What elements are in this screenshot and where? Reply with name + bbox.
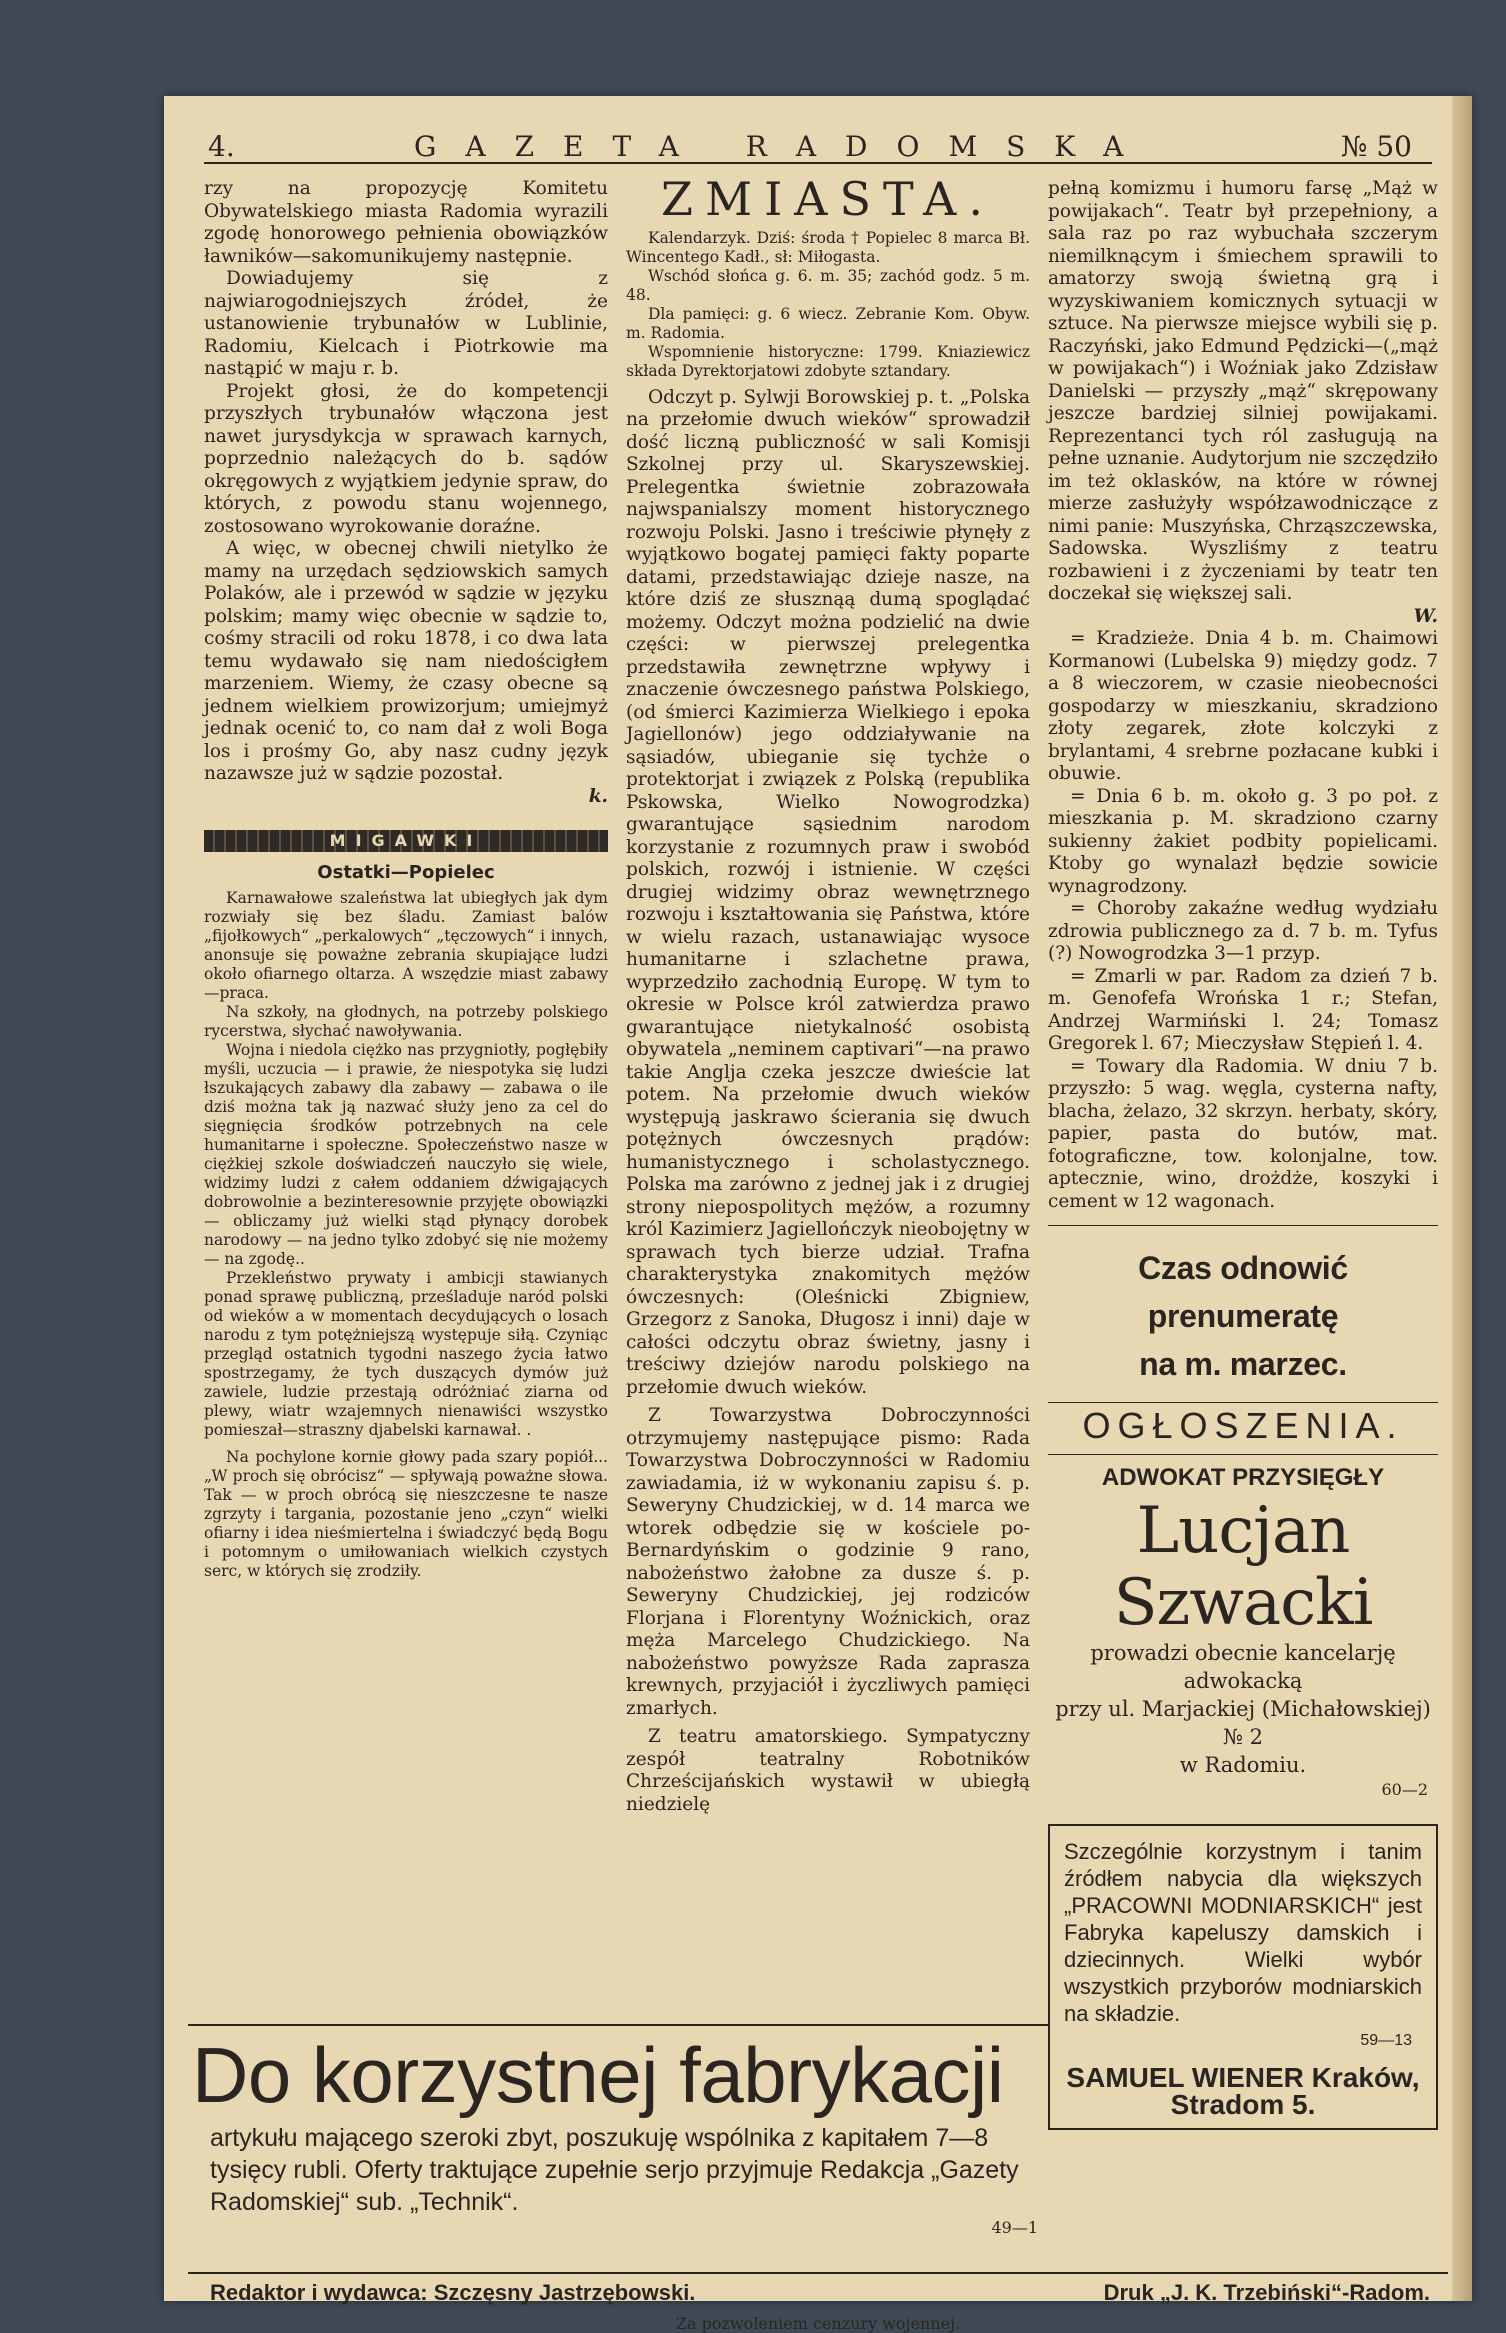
paragraph: A więc, w obecnej chwili nietylko że mamy na urzędach sędziowskich samych Polaków, ale i przewód w sądzie w języku polskim; mamy więc obecnie w sądzie to, cośmy stracili od roku 1878, i co dwa lata temu wydawało się nam niedościgłem marzeniem. Wiemy, że czasy obecne są jednem wielkiem prowizorjum; umiejmyż jednak ocenić to, co nam dał z woli Boga los i prośmy Go, aby nasz cudny język nazawsze już w sądzie pozostał. [204, 538, 608, 784]
paragraph: Przekleństwo prywaty i ambicji stawianych ponad sprawę publiczną, prześladuje naród polski od wieków a w momentach decydujących o losach narodu z tym potężniejszą występuje siłą. Czyniąc przegląd ostatnich tygodni naszego życia łatwo spostrzegamy, że tych duszących dymów już zawiele, ludzie przestają odróżniać ziarna od plewy, wiatr wzajemnych nienawiści wszystko pomieszał—straszny djabelski karnawał. . [204, 1268, 608, 1439]
issue-number: № 50 [1340, 130, 1412, 163]
milliner-ad-text: Szczególnie korzystnym i tanim źródłem nabycia dla większych „PRACOWNI MODNIARSKICH“ jest Fabryka kapeluszy damskich i dziecinnych. Wielki wybór wszystkich przyborów modniarskich na składzie. [1064, 1838, 1422, 2026]
news-item: = Dnia 6 b. m. około g. 3 po poł. z mieszkania p. M. skradziono czarny sukienny żakiet podbity popielicami. Ktoby go wynalazł będzie sowicie wynagrodzony. [1048, 785, 1438, 897]
paragraph: Odczyt p. Sylwji Borowskiej p. t. „Polska na przełomie dwuch wieków“ sprowadził dość liczną publiczność w sali Komisji Szkolnej przy ul. Skaryszewskiej. Prelegentka świetnie zobrazowała najwspanialszy moment historycznego rozwoju Polski. Jasno i treściwie płynęły z wyjątkowo bogatej pamięci fakty poparte datami, przedstawiając dzieje nasze, na które dziś ze słusznąą dumą spoglądać możemy. Odczyt można podzielić na dwie części: w pierwszej prelegentka przedstawiła zewnętrzne wpływy i znaczenie ówczesnego państwa Polskiego, (od śmierci Kazimierza Wielkiego i epoka Jagiellonów) jego oddziaływanie na sąsiadów, ubieganie się tychże o protektorjat i związek z Polską (republika Pskowska, Wielko Nowogrodzka) gwarantujące sąsiednim narodom korzystanie z rozumnych praw i swobód polskich, rozwój i istnienie. W części drugiej widzimy obraz wewnętrznego rozwoju i kształtowania się Państwa, które w wielu razach, ustanawiając wysoce humanitarne i szlachetne prawa, wyprzedziło zachodnią Europę. W tym to okresie w Polsce król zatwierdza prawo gwarantujące nietykalność osobistą obywatela „neminem captivari“—na prawo takie Anglja czeka jeszcze dwieście lat potem. Na przełomie dwuch wieków występują jaskrawo ścierania się dwuch potężnych ówczesnych prądów: humanistycznego i scholastycznego. Polska ma zarówno z jednej jak i z drugiej strony niepospolitych mężów, a rozumny król Kazimierz Jagiellończyk nieobojętny w sprawach tych bierze udział. Trafna charakterystyka znakomitych mężów ówczesnych: (Oleśnicki Zbigniew, Grzegorz z Sanoka, Długosz i inni) daje w całości odczytu obraz świetny, jasny i treściwy dziejów narodu polskiego na przełomie dwuch wieków. [626, 386, 1030, 1398]
calendar-line: Wschód słońca g. 6. m. 35; zachód godz. 5 m. 48. [626, 266, 1030, 304]
section-band-label: MIGAWKI [329, 830, 483, 850]
lawyer-ad-line: w Radomiu. [1179, 1753, 1307, 1777]
lawyer-ad-line: prowadzi obecnie kancelarję adwokacką [1090, 1641, 1396, 1693]
ad-code: 49—1 [991, 2218, 1038, 2237]
section-heading: ZMIASTA. [661, 172, 995, 226]
milliner-ad [1048, 1824, 1438, 2130]
calendar-line: Kalendarzyk. Dziś: środa † Popielec 8 marca Bł. Wincentego Kadł., sł: Miłogasta. [626, 228, 1030, 266]
sub-heading: Ostatki—Popielec [317, 862, 495, 883]
paragraph: Z teatru amatorskiego. Sympatyczny zespół teatralny Robotników Chrześcijańskich wystawił w ubiegłą niedzielę [626, 1726, 1030, 1815]
censorship-note: Za pozwoleniem cenzury wojennej. [675, 2314, 961, 2333]
news-item: = Zmarli w par. Radom za dzień 7 b. m. Genofefa Wrońska 1 r.; Stefan, Andrzej Warmiński l. 24; Tomasz Gregorek l. 67; Mieczysław Stępień l. 4. [1048, 965, 1438, 1054]
signature: W. [1413, 605, 1438, 627]
column-3 [1048, 178, 1438, 2130]
lawyer-ad-line: przy ul. Marjackiej (Michałowskiej) № 2 [1055, 1697, 1431, 1749]
section-band [204, 830, 608, 852]
page-number: 4. [208, 130, 235, 163]
subscription-notice [1048, 1244, 1438, 1388]
ad-code: 60—2 [1381, 1780, 1428, 1799]
ad-text: artykułu mającego szeroki zbyt, poszukuję wspólnika z kapitałem 7—8 tysięcy rubli. Oferty traktujące zupełnie serjo przyjmuje Redakcja „Gazety Radomskiej“ sub. „Technik“. [210, 2124, 1019, 2216]
paragraph: Karnawałowe szaleństwa lat ubiegłych jak dym rozwiały się bez śladu. Zamiast balów „fijołkowych“ „perkalowych“ „tęczowych“ i innych, anonsuje się poważne zebrania skupiające ludzi około ofiarnego oltarza. A wszędzie miast zabawy—praca. [204, 888, 608, 1002]
paragraph: Wojna i niedola ciężko nas przygniotły, pogłębiły myśli, uczucia — i prawie, że niespotyka się ludzi łszukających zabawy dla zabawy — zabawa o ile dziś można tak ją nazwać służy jeno za cel do sięgnięcia środków potrzebnych na cele humanitarne i społeczne. Społeczeństwo nasze w ciężkiej szkole doświadczeń nauczyło się wiele, widzimy ludzi z całem oddaniem dźwigających dobrowolnie a bezinteresownie przyjęte obowiązki — obliczamy już wielki stąd płynący dorobek narodowy — na jedno tylko zdobyć się nie możemy — na zgodę.. [204, 1040, 608, 1268]
lawyer-ad-title: ADWOKAT PRZYSIĘGŁY [1101, 1463, 1385, 1491]
calendar-line: Wspomnienie historyczne: 1799. Kniaziewicz składa Dyrektorjatowi zdobyte sztandary. [626, 342, 1030, 380]
paragraph: Dowiadujemy się z najwiarogodniejszych źródeł, że ustanowienie trybunałów w Lublinie, Radomiu, Kielcach i Piotrkowie ma nastąpić w maju r. b. [204, 268, 608, 379]
paragraph: rzy na propozycję Komitetu Obywatelskiego miasta Radomia wyrazili zgodę honorowego pełnienia obowiązków ławników—sakomunikujemy następnie. [204, 178, 608, 267]
partner-wanted-ad [188, 2024, 1048, 2276]
ads-heading: OGŁOSZENIA. [1082, 1405, 1404, 1446]
news-item: = Towary dla Radomia. W dniu 7 b. przyszło: 5 wag. węgla, cysterna nafty, blacha, żelazo, 32 skrzyn. herbaty, skóry, papier, pasta do butów, mat. fotograficzne, tow. kolonjalne, tow. aptecznie, wino, drożdże, koszyki i cement w 12 wagonach. [1048, 1055, 1438, 1212]
news-item: = Choroby zakaźne według wydziału zdrowia publicznego za d. 7 b. m. Tyfus (?) Nowogrodzka 3—1 przyp. [1048, 898, 1438, 964]
column-2 [626, 172, 1030, 1816]
calendar-line: Dla pamięci: g. 6 wiecz. Zebranie Kom. Obyw. m. Radomia. [626, 304, 1030, 342]
newspaper-page [164, 96, 1472, 2333]
divider [1048, 1454, 1438, 1455]
signature: k. [588, 785, 608, 807]
page-header [164, 118, 1472, 168]
printer-credit: Druk „J. K. Trzebiński“-Radom. [1103, 2280, 1430, 2305]
news-item: = Kradzieże. Dnia 4 b. m. Chaimowi Kormanowi (Lubelska 9) między godz. 7 a 8 wieczorem, w czasie nieobecności gospodarzy w mieszkaniu, skradziono złoty zegarek, złote kolczyki z brylantami, 4 srebrne pozłacane kubki i obuwie. [1048, 628, 1438, 784]
paragraph: Z Towarzystwa Dobroczynności otrzymujemy następujące pismo: Rada Towarzystwa Dobroczynności w Radomiu zawiadamia, iż w wykonaniu zapisu ś. p. Seweryny Chudzickiej, w d. 14 marca we wtorek odbędzie się w kościele po-Bernardyńskim o godzinie 9 rano, nabożeństwo żałobne za dusze ś. p. Seweryny Chudzickiej, jej rodziców Florjana i Florentyny Woźnickich, oraz męża Marcelego Chudzickiego. Na nabożeństwo powyższe Rada zaprasza krewnych, przyjaciół i życzliwych pamięci zmarłych. [626, 1405, 1030, 1719]
subscription-line: Czas odnowić prenumeratę [1138, 1250, 1348, 1334]
paragraph: Projekt głosi, że do kompetencji przyszłych trybunałów włączona jest nawet jurysdykcja w sprawach karnych, poprzednio należących do b. sądów okręgowych z wyjątkiem jedynie spraw, do których, z powodu stanu wojennego, zostosowano wyrokowanie doraźne. [204, 380, 608, 537]
divider [1048, 1225, 1438, 1226]
paragraph: pełną komizmu i humoru farsę „Mąż w powijakach“. Teatr był przepełniony, a sala raz po raz wybuchała szczerym niemilknącym i śmiechem sprawili to amatorzy swoją świetną grą i wyzyskiwaniem komicznych sytuacji w sztuce. Na pierwsze miejsce wybili się p. Raczyński, jako Edmund Pędzicki—(„mąż w powijakach“) i Woźniak jako Zdzisław Danielski — przyszły „mąż“ skrępowany jeszcze bardziej silniej powijakami. Reprezentanci tych ról zasługują na pełne uznanie. Audytorjum nie szczędziło im też oklasków, na które w równej mierze zasłużyły współzawodniczące z nimi panie: Muszyńska, Chrząszczewska, Sadowska. Wyszliśmy z teatru rozbawieni i z życzeniami by teatr ten doczekał się większej sali. [1048, 178, 1438, 604]
masthead-title: GAZETA RADOMSKA [414, 130, 1153, 163]
page-footer [188, 2272, 1448, 2333]
editor-credit: Redaktor i wydawca: Szczęsny Jastrzębowski. [210, 2280, 696, 2305]
divider [1048, 1402, 1438, 1403]
milliner-firm: SAMUEL WIENER Kraków, Stradom 5. [1066, 2061, 1420, 2120]
paragraph: Na pochylone kornie głowy pada szary popiół... „W proch się obrócisz“ — spływają poważne słowa. Tak — w proch obrócą się nieszczesne te nasze zgrzyty i targania, pozostanie jeno „czyn“ wielki ofiarny i idea nieśmiertelna i świadczyć będą Bogu i potomnym o umiłowaniach wielkich czystych serc, w których się zrodziły. [204, 1447, 608, 1580]
paragraph: Na szkoły, na głodnych, na potrzeby polskiego rycerstwa, słychać nawoływania. [204, 1002, 608, 1040]
column-1 [204, 178, 608, 1581]
ad-code: 59—13 [1360, 2031, 1412, 2049]
subscription-line: na m. marzec. [1139, 1346, 1347, 1382]
lawyer-name: Lucjan Szwacki [1113, 1494, 1373, 1640]
page-edge [1452, 96, 1472, 2301]
header-rule [204, 162, 1432, 164]
ad-headline: Do korzystnej fabrykacji [192, 2031, 1004, 2119]
